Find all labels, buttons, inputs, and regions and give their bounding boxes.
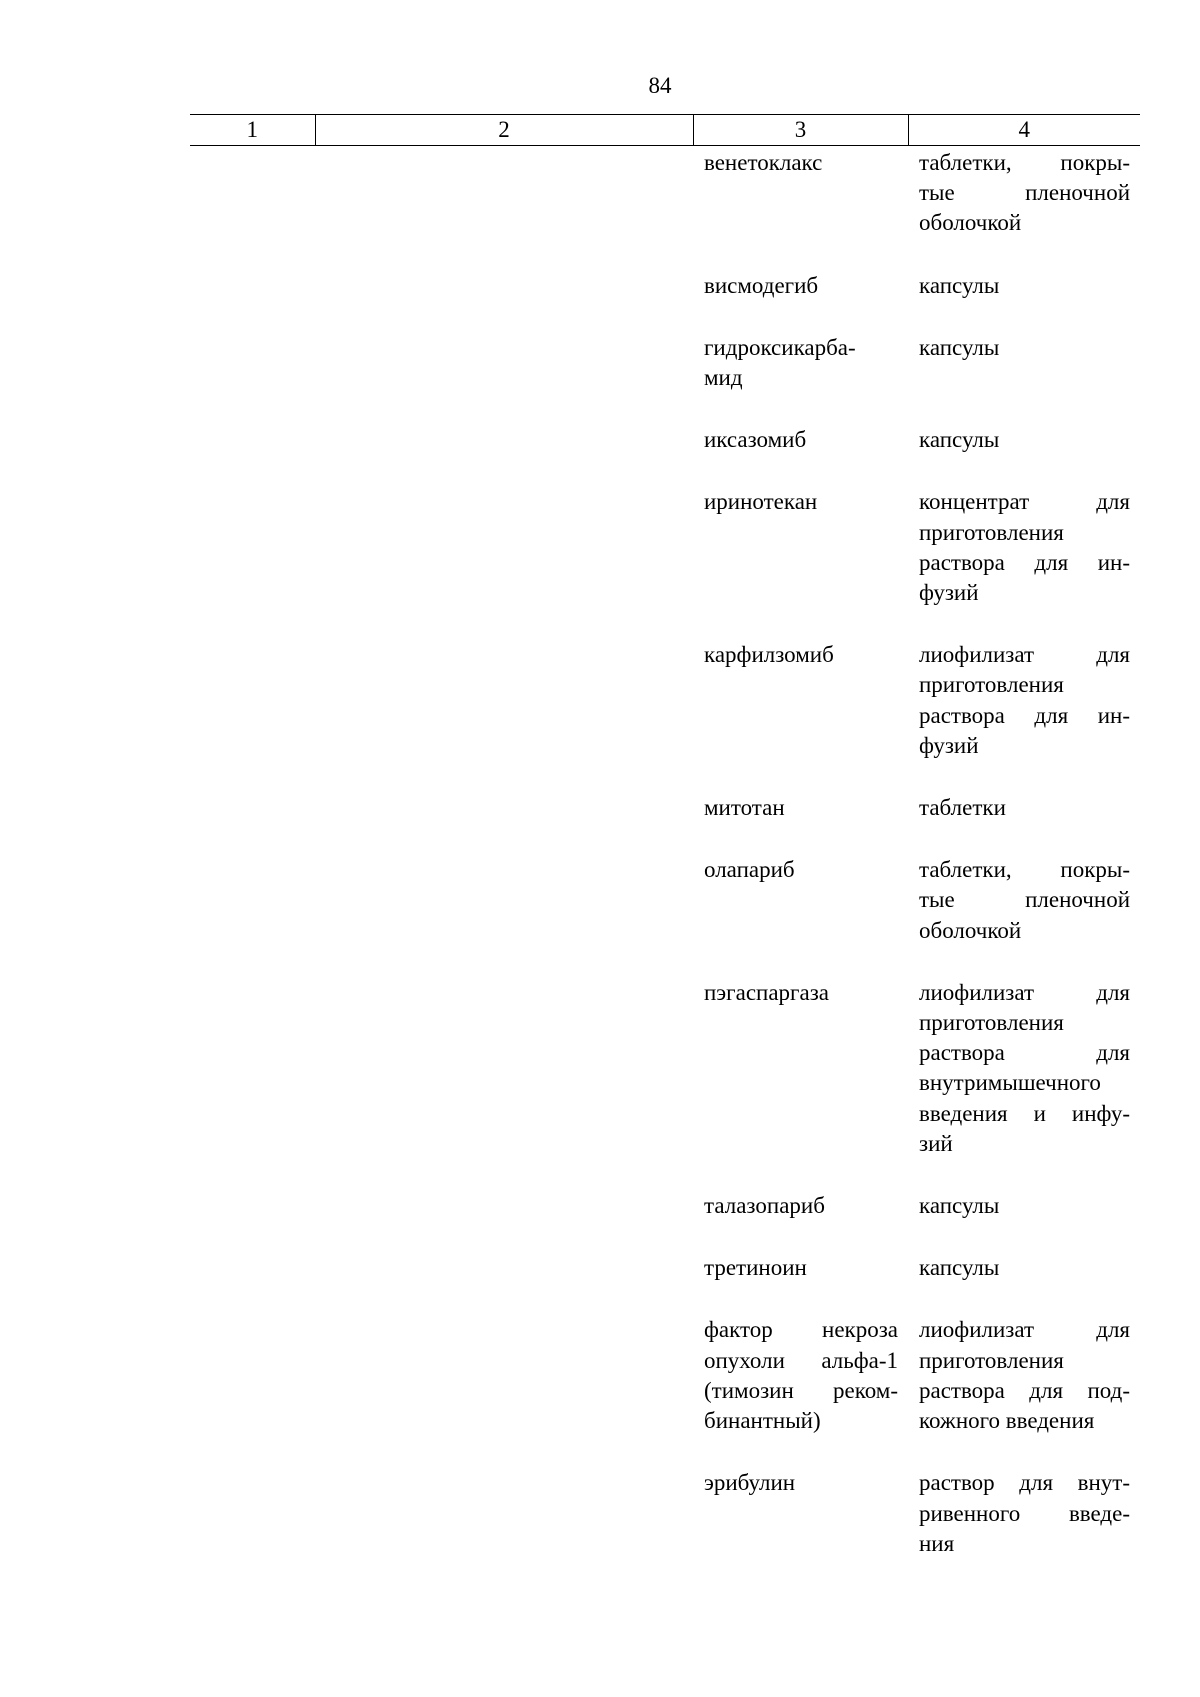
drug-name-line: висмодегиб: [704, 272, 819, 298]
drug-name-cell: [693, 976, 908, 1189]
drug-name-line: мид: [704, 365, 743, 391]
dosage-form-line: лиофилизат для: [919, 642, 1130, 668]
dosage-form-cell: [908, 791, 1140, 853]
cell-col-2: [315, 1189, 693, 1251]
dosage-form-line: лиофилизат для: [919, 1317, 1130, 1343]
drug-name-line: иринотекан: [704, 489, 818, 515]
dosage-form-line: раствора для ин-: [919, 549, 1130, 575]
drug-name-line: митотан: [704, 795, 785, 821]
drug-name-line: венетоклакс: [704, 150, 823, 175]
drug-name-line: талазопариб: [704, 1193, 825, 1219]
drug-name-cell: [693, 331, 908, 423]
table-row: [190, 976, 1140, 1189]
cell-col-1: [190, 638, 315, 791]
dosage-form-line: приготовления: [919, 672, 1064, 698]
table-row: [190, 1251, 1140, 1313]
cell-col-2: [315, 146, 693, 269]
table-row: [190, 1189, 1140, 1251]
table-row: [190, 791, 1140, 853]
cell-col-1: [190, 853, 315, 976]
cell-col-2: [315, 1466, 693, 1589]
cell-col-2: [315, 1313, 693, 1466]
dosage-form-line: оболочкой: [919, 917, 1022, 943]
column-header-4: 4: [908, 115, 1140, 146]
dosage-form-cell: [908, 485, 1140, 638]
dosage-form-line: тые пленочной: [919, 180, 1130, 206]
dosage-form-cell: [908, 853, 1140, 976]
dosage-form-line: кожного введения: [919, 1408, 1095, 1434]
table-header-row: [190, 115, 1140, 146]
cell-col-1: [190, 1313, 315, 1466]
dosage-form-line: фузий: [919, 580, 979, 606]
dosage-form-line: раствора для под-: [919, 1377, 1130, 1403]
dosage-form-line: капсулы: [919, 334, 1000, 360]
dosage-form-line: капсулы: [919, 1193, 1000, 1219]
dosage-form-cell: [908, 269, 1140, 331]
cell-col-2: [315, 638, 693, 791]
dosage-form-line: приготовления: [919, 519, 1064, 545]
dosage-form-line: раствор для внут-: [919, 1470, 1130, 1496]
dosage-form-line: внутримышечного: [919, 1070, 1101, 1096]
drug-name-cell: [693, 485, 908, 638]
dosage-form-line: лиофилизат для: [919, 979, 1130, 1005]
table-row: [190, 146, 1140, 269]
drug-name-line: иксазомиб: [704, 427, 807, 453]
column-header-3: 3: [693, 115, 908, 146]
table-body: [190, 146, 1140, 1589]
dosage-form-line: ривенного введе-: [919, 1500, 1130, 1526]
drug-name-cell: [693, 638, 908, 791]
dosage-form-line: введения и инфу-: [919, 1100, 1130, 1126]
drug-name-line: фактор некроза: [704, 1317, 898, 1343]
drug-name-line: карфилзомиб: [704, 642, 834, 668]
page-number: 84: [648, 73, 672, 98]
cell-col-1: [190, 269, 315, 331]
dosage-form-cell: [908, 331, 1140, 423]
column-header-2: 2: [315, 115, 693, 146]
drug-name-cell: [693, 853, 908, 976]
drug-name-line: эрибулин: [704, 1470, 796, 1496]
dosage-form-line: раствора для ин-: [919, 702, 1130, 728]
drug-name-cell: [693, 1251, 908, 1313]
table-row: [190, 853, 1140, 976]
dosage-form-line: оболочкой: [919, 210, 1022, 236]
dosage-form-cell: [908, 1251, 1140, 1313]
dosage-form-line: капсулы: [919, 427, 1000, 453]
dosage-form-line: капсулы: [919, 272, 1000, 298]
cell-col-2: [315, 269, 693, 331]
drug-table-container: [190, 114, 1140, 1589]
cell-col-1: [190, 146, 315, 269]
drug-name-cell: [693, 1189, 908, 1251]
dosage-form-cell: [908, 423, 1140, 485]
drug-name-cell: [693, 791, 908, 853]
drug-name-line: опухоли альфа-1: [704, 1347, 898, 1373]
drug-table: [190, 114, 1140, 1589]
dosage-form-cell: [908, 1189, 1140, 1251]
drug-name-line: (тимозин реком-: [704, 1377, 898, 1403]
dosage-form-cell: [908, 146, 1140, 269]
dosage-form-line: капсулы: [919, 1255, 1000, 1281]
cell-col-1: [190, 331, 315, 423]
cell-col-1: [190, 1466, 315, 1589]
table-row: [190, 485, 1140, 638]
drug-name-line: олапариб: [704, 857, 795, 883]
cell-col-1: [190, 485, 315, 638]
dosage-form-line: фузий: [919, 732, 979, 758]
dosage-form-cell: [908, 1313, 1140, 1466]
cell-col-2: [315, 853, 693, 976]
drug-name-line: третиноин: [704, 1255, 807, 1281]
drug-name-cell: [693, 1313, 908, 1466]
cell-col-2: [315, 331, 693, 423]
dosage-form-line: приготовления: [919, 1010, 1064, 1036]
table-row: [190, 1313, 1140, 1466]
dosage-form-cell: [908, 976, 1140, 1189]
dosage-form-cell: [908, 1466, 1140, 1589]
dosage-form-line: тые пленочной: [919, 887, 1130, 913]
dosage-form-line: таблетки: [919, 795, 1006, 821]
drug-name-cell: [693, 423, 908, 485]
cell-col-1: [190, 423, 315, 485]
cell-col-2: [315, 791, 693, 853]
drug-name-cell: [693, 1466, 908, 1589]
table-row: [190, 1466, 1140, 1589]
dosage-form-line: приготовления: [919, 1347, 1064, 1373]
dosage-form-line: зий: [919, 1130, 953, 1156]
dosage-form-line: таблетки, покры-: [919, 150, 1130, 175]
drug-name-cell: [693, 269, 908, 331]
cell-col-2: [315, 423, 693, 485]
drug-name-line: пэгаспаргаза: [704, 979, 829, 1005]
cell-col-2: [315, 1251, 693, 1313]
cell-col-2: [315, 485, 693, 638]
cell-col-1: [190, 1189, 315, 1251]
table-row: [190, 331, 1140, 423]
cell-col-1: [190, 1251, 315, 1313]
dosage-form-line: концентрат для: [919, 489, 1130, 515]
dosage-form-cell: [908, 638, 1140, 791]
table-row: [190, 423, 1140, 485]
column-header-1: 1: [190, 115, 315, 146]
dosage-form-line: таблетки, покры-: [919, 857, 1130, 883]
cell-col-1: [190, 791, 315, 853]
dosage-form-line: раствора для: [919, 1040, 1130, 1066]
table-row: [190, 269, 1140, 331]
cell-col-1: [190, 976, 315, 1189]
table-row: [190, 638, 1140, 791]
cell-col-2: [315, 976, 693, 1189]
drug-name-cell: [693, 146, 908, 269]
drug-name-line: бинантный): [704, 1408, 821, 1434]
drug-name-line: гидроксикарба-: [704, 334, 856, 360]
dosage-form-line: ния: [919, 1530, 955, 1556]
